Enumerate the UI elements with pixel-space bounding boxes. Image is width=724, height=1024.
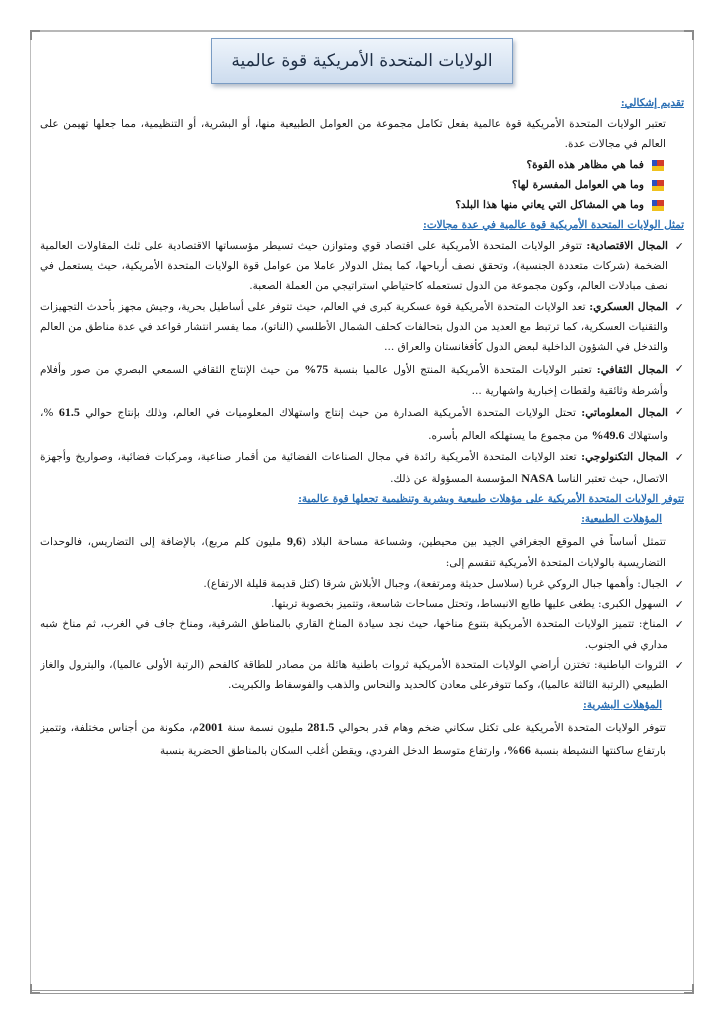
checkmark-icon: ✓ [674,597,684,611]
paragraph-text: تتمثل أساساً في الموقع الجغرافي الجيد بين محيطين، وشساعة مساحة البلاد ( [301,536,667,549]
human-heading: المؤهلات البشرية: [583,698,662,711]
section2-heading: تتوفر الولايات المتحدة الأمريكية على مؤهلات طبيعية وبشرية وتنظيمية تجعلها قوة عالمية: [298,493,684,506]
intro-heading: تقديم إشكالي: [620,97,684,109]
domains-list [40,236,684,491]
checkmark-icon: ✓ [674,450,684,464]
natural-item-plains [40,594,684,614]
figure-value: 281.5 [307,719,335,734]
checkmark-icon: ✓ [674,658,684,672]
natural-item-mountains [40,574,684,594]
item-label: الثروات الباطنية: [594,658,668,671]
question-item [40,195,684,215]
checkmark-icon: ✓ [674,404,684,418]
domain-item-technology [40,447,684,490]
item-label: المجال العسكري: [589,300,668,313]
domain-item-cultural [40,358,684,401]
corner-ornament [30,984,40,994]
human-paragraph [40,716,684,762]
item-text: تتميز الولايات المتحدة الأمريكية بتنوع مناخها، حيث نجد سيادة المناخ القاري بالمناطق الشرقية، ومناخ جاف في الغرب، ثم مناخ شبه مداري في الجنوب. [40,618,668,651]
flag-bullet-icon [652,160,664,171]
item-text: %، واستهلاك [40,406,668,442]
flag-bullet-icon [652,180,664,191]
item-text: من حيث الإنتاج الثقافي السمعي البصري من صور وأفلام وأشرطة وثائقية ولقطات إخبارية واشهارية ... [40,363,668,397]
item-text: تختزن أراضي الولايات المتحدة الأمريكية ثروات باطنية هائلة من مصادر للطاقة كالفحم (الرتبة الأولى عالميا)، والبترول والغاز الطبيعي (الرتبة الثالثة عالميا)، وكما تتوفرعلى معادن كالحديد والنحاس والذهب والفوسفاط والكبريت. [40,658,668,692]
paragraph-text: م، مكونة من أجناس مختلفة، وتتميز بارتفاع ساكنتها النشيطة بنسبة [40,721,666,757]
corner-ornament [684,984,694,994]
document-body [40,34,684,984]
item-label: السهول الكبرى: [598,597,668,610]
question-list [40,155,684,216]
question-text: وما هي العوامل المفسرة لها؟ [511,178,644,191]
natural-heading: المؤهلات الطبيعية: [581,513,662,526]
item-text: وأهمها جبال الروكي غربا (سلاسل حديثة ومرتفعة)، وجبال الأبلاش شرقا (كتل قديمة قليلة الارتفاع). [203,577,634,590]
question-item [40,175,684,195]
flag-bullet-icon [652,200,664,211]
item-label: المجال المعلوماتي: [581,406,668,419]
figure-value: NASA [521,471,554,486]
paragraph-text: مليون كلم مربع)، بالإضافة إلى التضاريس، فالوحدات التضاريسية بالولايات المتحدة الأمريكية تنقسم إلى: [40,536,666,570]
checkmark-icon: ✓ [674,618,684,632]
item-label: المجال الاقتصادية: [586,239,668,252]
item-text: تتوفر الولايات المتحدة الأمريكية على اقتصاد قوي ومتوازن حيث تسيطر مؤسساتها الاقتصادية على ثلث المقاولات العالمية الضخمة (شركات متعددة الجنسية)، وتحقق نصف أرباحها، كما يمثل الدولار عاملا من عوامل قوة الولايات المتحدة الأمريكية، حيث يستعمل في نصف مبادلات العالم، وكون مجموعة من الدول تستعمله كاحتياطي استراتيجي من العملة الصعبة. [40,239,668,293]
page-title: الولايات المتحدة الأمريكية قوة عالمية [211,38,513,84]
figure-value: 61.5 [58,404,80,419]
item-label: المجال التكنولوجي: [581,450,668,463]
checkmark-icon: ✓ [674,239,684,253]
item-text: تحتل الولايات المتحدة الأمريكية الصدارة من حيث إنتاج واستهلاك المعلوميات في العالم، وذلك بإنتاج حوالي [85,406,576,419]
figure-value: 9,6 [286,534,302,549]
checkmark-icon: ✓ [674,577,684,591]
section1-heading: تمثل الولايات المتحدة الأمريكية قوة عالمية في عدة مجالات: [422,218,684,231]
item-text: يطغى عليها طابع الانبساط، وتحتل مساحات شاسعة، وتتميز بخصوبة تربتها. [271,597,595,610]
title-container [40,38,684,84]
item-label: المناخ: [638,618,668,631]
checkmark-icon: ✓ [674,361,684,375]
corner-ornament [30,30,40,40]
figure-value: 49.6% [591,427,625,442]
item-label: المجال الثقافي: [596,363,669,376]
domain-item-information [40,401,684,447]
domain-item-military [40,297,684,358]
figure-value: 75% [304,361,329,376]
natural-item-climate [40,614,684,655]
domain-item-economic [40,236,684,297]
natural-list [40,574,684,696]
item-label: الجبال: [637,577,668,590]
natural-item-resources [40,655,684,696]
figure-value: 66% [506,742,531,757]
item-text: المؤسسة المسؤولة عن ذلك. [390,473,518,486]
paragraph-text: ، وارتفاع متوسط الدخل الفردي، ويقطن أغلب السكان بالمناطق الحضرية بنسبة [159,744,507,757]
item-text: تعتبر الولايات المتحدة الأمريكية المنتج الأول عالميا بنسبة [333,363,592,376]
paragraph-text: مليون نسمة سنة [227,721,304,734]
checkmark-icon: ✓ [674,300,684,314]
intro-paragraph: تعتبر الولايات المتحدة الأمريكية قوة عالمية بفعل تكامل مجموعة من العوامل الطبيعية منها، أو البشرية، أو التنظيمية، مما جعلها تهيمن على العالم في مجالات عدة. [40,117,666,151]
item-text: من مجموع ما يستهلكه العالم بأسره. [428,429,589,442]
item-text: تعتد الولايات المتحدة الأمريكية رائدة في مجال الصناعات الفضائية من أقمار صناعية، ومركبات فضائية، وصواريخ وأجهزة الاتصال، حيث تعتبر الناسا [40,450,668,486]
natural-paragraph [40,530,684,573]
question-item [40,155,684,175]
question-text: فما هي مظاهر هذه القوة؟ [526,158,644,171]
paragraph-text: تتوفر الولايات المتحدة الأمريكية على تكتل سكاني ضخم وهام قدر بحوالي [338,721,666,734]
figure-value: 2001 [199,719,224,734]
item-text: تعد الولايات المتحدة الأمريكية قوة عسكرية كبرى في العالم، حيث تتوفر على أساطيل بحرية، وجيش مجهز بأحدث التجهيزات والتقنيات العسكرية، كما ترتبط مع العديد من الدول بتحالفات كحلف الشمال الأطلسي (الناتو)، مما يفسر انتشار قواعد في عدة مناطق من العالم والتدخل في الشؤون الداخلية لبعض الدول كأفغانستان والعراق ... [40,300,668,354]
question-text: وما هي المشاكل التي يعاني منها هذا البلد؟ [455,199,644,212]
corner-ornament [684,30,694,40]
